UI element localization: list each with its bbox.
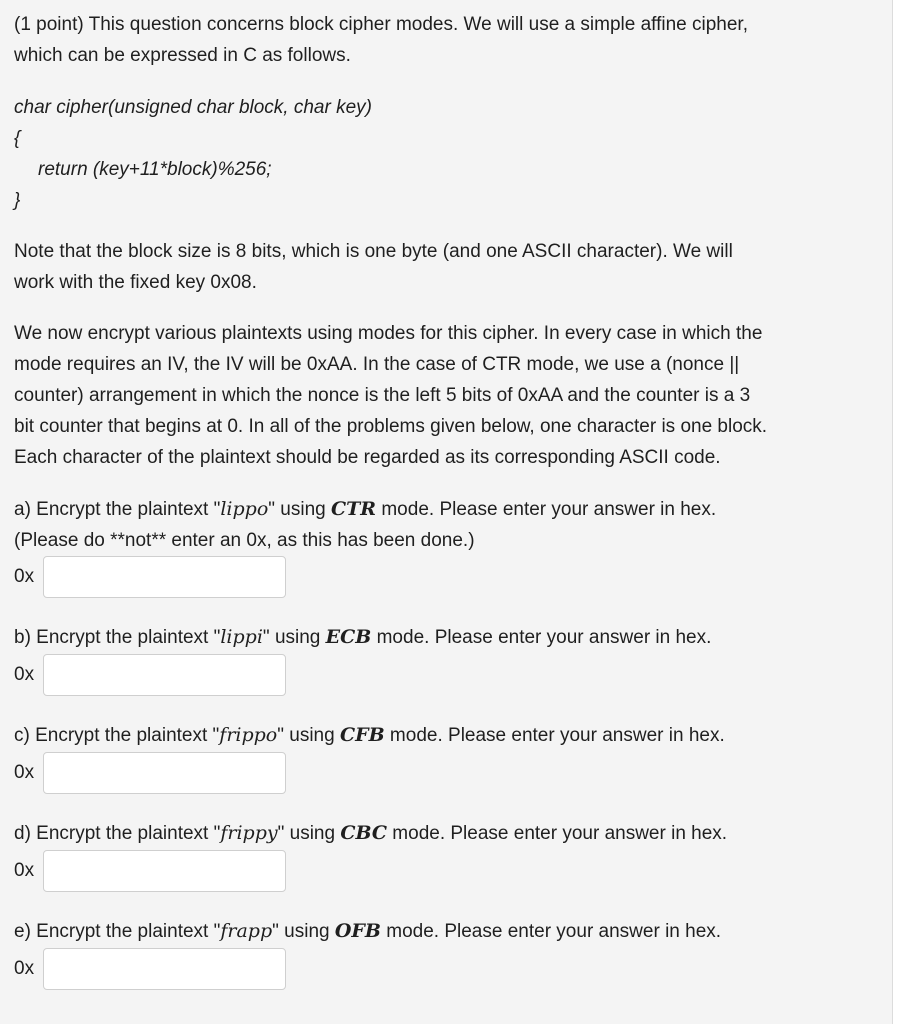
- question-e-text: e) Encrypt the plaintext "frapp" using OFB mode. Please enter your answer in hex.: [14, 920, 722, 942]
- question-d-text: d) Encrypt the plaintext "frippy" using CBC mode. Please enter your answer in hex.: [14, 822, 728, 844]
- intro-line-2: which can be expressed in C as follows.: [14, 45, 351, 66]
- mode-cfb: CFB: [339, 724, 385, 746]
- plaintext-lippo: lippo: [220, 498, 269, 520]
- question-a-note: (Please do **not** enter an 0x, as this has been done.): [14, 530, 475, 551]
- hex-prefix: 0x: [14, 566, 35, 587]
- answer-c-input[interactable]: [43, 752, 286, 794]
- hex-prefix: 0x: [14, 958, 35, 979]
- description-line-1: We now encrypt various plaintexts using modes for this cipher. In every case in which the: [14, 323, 763, 344]
- hex-prefix: 0x: [14, 664, 35, 685]
- question-c-text: c) Encrypt the plaintext "frippo" using CFB mode. Please enter your answer in hex.: [14, 724, 725, 746]
- code-line-3: return (key+11*block)%256;: [38, 159, 272, 180]
- answer-a-input[interactable]: [43, 556, 286, 598]
- plaintext-frippo: frippo: [219, 724, 278, 746]
- question-b-text: b) Encrypt the plaintext "lippi" using ECB mode. Please enter your answer in hex.: [14, 626, 712, 648]
- answer-b-input[interactable]: [43, 654, 286, 696]
- hex-prefix: 0x: [14, 860, 35, 881]
- plaintext-lippi: lippi: [220, 626, 263, 648]
- mode-ecb: ECB: [325, 626, 372, 648]
- description-line-5: Each character of the plaintext should be regarded as its corresponding ASCII code.: [14, 447, 721, 468]
- note-line-2: work with the fixed key 0x08.: [14, 272, 257, 293]
- question-a-text: a) Encrypt the plaintext "lippo" using CTR mode. Please enter your answer in hex.: [14, 498, 717, 520]
- code-line-1: char cipher(unsigned char block, char key): [14, 97, 373, 118]
- description-line-4: bit counter that begins at 0. In all of the problems given below, one character is one block.: [14, 416, 768, 437]
- description-line-2: mode requires an IV, the IV will be 0xAA. In the case of CTR mode, we use a (nonce ||: [14, 354, 740, 375]
- intro-line-1: (1 point) This question concerns block cipher modes. We will use a simple affine cipher,: [14, 14, 748, 35]
- plaintext-frippy: frippy: [220, 822, 278, 844]
- code-line-4: }: [14, 190, 21, 211]
- answer-d-input[interactable]: [43, 850, 286, 892]
- description-line-3: counter) arrangement in which the nonce is the left 5 bits of 0xAA and the counter is a 3: [14, 385, 751, 406]
- hex-prefix: 0x: [14, 762, 35, 783]
- answer-e-input[interactable]: [43, 948, 286, 990]
- plaintext-frapp: frapp: [220, 920, 273, 942]
- mode-ofb: OFB: [334, 920, 381, 942]
- mode-ctr: CTR: [331, 498, 377, 520]
- code-line-2: {: [14, 128, 21, 149]
- mode-cbc: CBC: [340, 822, 388, 844]
- note-line-1: Note that the block size is 8 bits, which is one byte (and one ASCII character). We will: [14, 241, 733, 262]
